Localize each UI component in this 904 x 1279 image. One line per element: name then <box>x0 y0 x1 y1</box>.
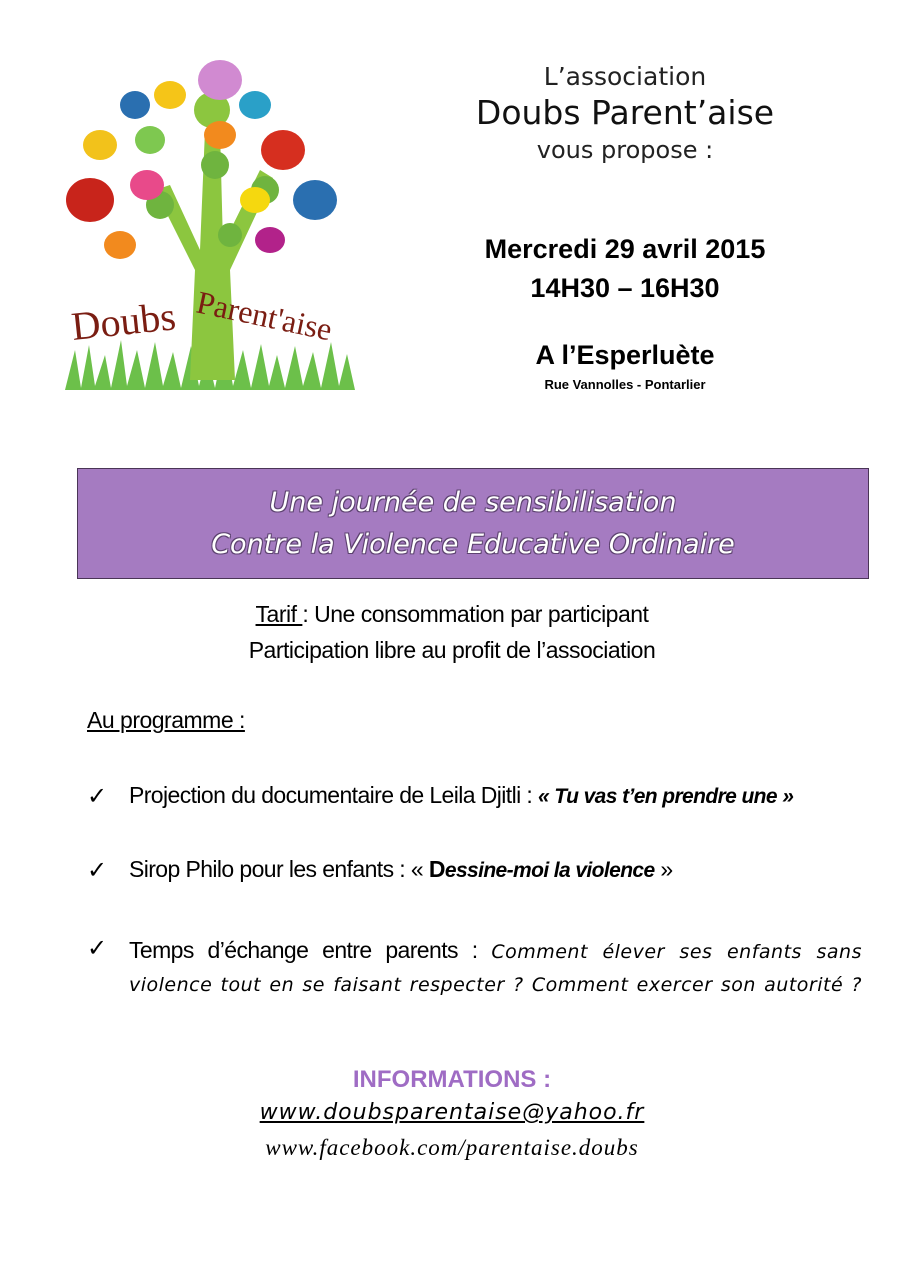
theme-banner <box>77 468 869 579</box>
banner-line-2: Contre la Violence Educative Ordinaire <box>211 528 735 560</box>
item-end: » <box>654 856 673 882</box>
programme-title: Au programme : <box>87 707 245 733</box>
item-emphasis: « Tu vas t’en prendre une » <box>537 785 794 808</box>
programme-item <box>87 934 862 1002</box>
banner-line-1: Une journée de sensibilisation <box>269 486 677 518</box>
item-text: Sirop Philo pour les enfants : « <box>129 856 429 882</box>
event-details <box>440 234 810 392</box>
programme-item <box>87 856 673 885</box>
tarif-line-2: Participation libre au profit de l’association <box>248 637 656 663</box>
item-emphasis: essine-moi la violence <box>444 859 655 882</box>
item-emphasis-initial: D <box>428 856 445 882</box>
association-name: Doubs Parent’aise <box>475 93 775 132</box>
programme-item <box>87 782 793 811</box>
event-time: 14H30 – 16H30 <box>530 273 720 303</box>
check-icon: ✓ <box>87 783 107 810</box>
tarif-label: Tarif <box>255 601 303 627</box>
check-icon: ✓ <box>87 935 107 962</box>
logo-text-left: Doubs <box>69 293 178 349</box>
item-question-1: Comment élever ses enfants sans <box>491 941 862 963</box>
event-address: Rue Vannolles - Pontarlier <box>544 377 706 392</box>
tree-of-hands-logo <box>55 50 385 410</box>
association-header <box>440 62 810 164</box>
association-label: L’association <box>543 62 707 91</box>
item-text: Projection du documentaire de Leila Djitli : <box>129 782 538 808</box>
info-email-link[interactable]: www.doubsparentaise@yahoo.fr <box>259 1100 645 1125</box>
logo-text-right: Parent'aise <box>193 283 336 348</box>
tarif-line-1: : Une consommation par participant <box>302 601 649 627</box>
item-question-2: violence tout en se faisant respecter ? Comment exercer son autorité ? <box>129 974 862 996</box>
item-text: Temps d’échange entre parents : <box>129 937 492 963</box>
info-facebook-link[interactable]: www.facebook.com/parentaise.doubs <box>265 1135 639 1160</box>
association-proposes: vous propose : <box>536 136 714 164</box>
info-title: INFORMATIONS : <box>352 1066 552 1093</box>
tarif-section <box>0 596 904 668</box>
event-venue: A l’Esperluète <box>535 340 715 370</box>
check-icon: ✓ <box>87 857 107 884</box>
event-date: Mercredi 29 avril 2015 <box>484 234 766 264</box>
